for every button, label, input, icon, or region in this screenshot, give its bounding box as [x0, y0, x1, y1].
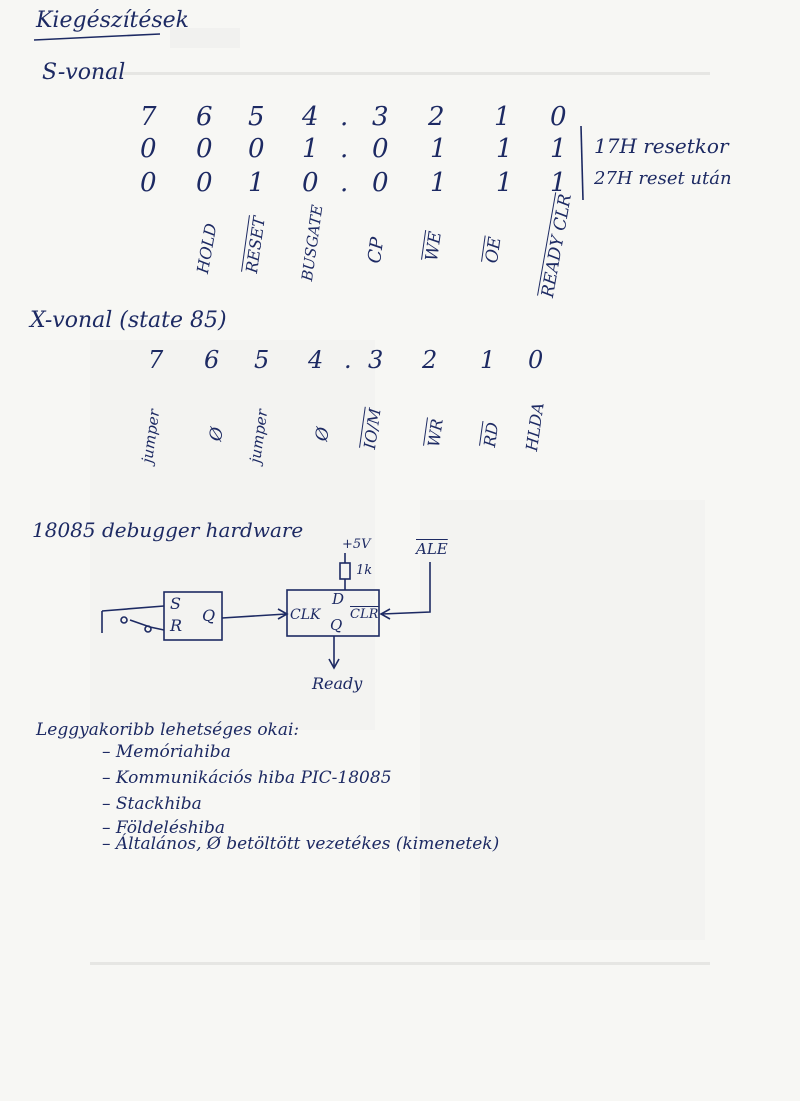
- x-signal-wr: $\overline{WR}$: [424, 417, 447, 449]
- s-bit-1: 1: [494, 102, 511, 132]
- s-signal-oe: $\overline{OE}$: [482, 235, 506, 265]
- x-signal-jumper-2: jumper: [246, 408, 272, 465]
- x-bit-0: 0: [528, 346, 544, 374]
- resistor-label: 1k: [356, 563, 373, 578]
- x-bit-7: 7: [148, 346, 164, 374]
- x-bit-dot: .: [344, 346, 352, 374]
- x-signal-zero-2: Ø: [312, 425, 334, 443]
- s-line-title: S-vonal: [42, 60, 126, 85]
- s-bit-7: 7: [140, 102, 157, 132]
- x-bit-5: 5: [254, 346, 270, 374]
- x-signal-rd: $\overline{RD}$: [480, 421, 503, 449]
- s-row2-bit-7: 0: [140, 168, 157, 198]
- s-bit-5: 5: [248, 102, 265, 132]
- ready-label: Ready: [312, 674, 363, 693]
- x-bit-4: 4: [308, 346, 324, 374]
- x-bit-3: 3: [368, 346, 384, 374]
- s-signal-cp: CP: [364, 236, 389, 265]
- s-signal-we: $\overline{WE}$: [422, 230, 446, 263]
- s-row1-note: 17H resetkor: [594, 134, 729, 158]
- s-row1-bit-4: 1: [302, 134, 319, 164]
- dff-input-clr: $\overline{CLR}$: [350, 607, 379, 622]
- s-row2-bit-2: 1: [430, 168, 447, 198]
- error-item: – Stackhiba: [102, 794, 202, 814]
- error-item: – Kommunikációs hiba PIC-18085: [102, 768, 392, 788]
- s-signal-busgate: BUSGATE: [298, 203, 327, 283]
- s-row1-dot: .: [340, 134, 349, 164]
- s-row2-bit-0: 1: [550, 168, 567, 198]
- s-bit-6: 6: [196, 102, 213, 132]
- x-signal-zero-1: Ø: [206, 425, 228, 443]
- s-bit-3: 3: [372, 102, 389, 132]
- s-signal-ready-clr: READY CLR: [538, 192, 576, 300]
- s-row2-bit-4: 0: [302, 168, 319, 198]
- x-line-title: X-vonal (state 85): [30, 308, 227, 333]
- sr-output-q: Q: [202, 606, 216, 625]
- dff-input-d: D: [332, 590, 345, 608]
- dff-input-clk: CLK: [290, 607, 321, 623]
- errors-title: Leggyakoribb lehetséges okai:: [36, 720, 300, 740]
- s-row1-bit-0: 1: [550, 134, 567, 164]
- s-bit-2: 2: [428, 102, 445, 132]
- x-signal-hlda: HLDA: [522, 401, 548, 453]
- sr-input-s: S: [170, 594, 181, 613]
- s-bit-dot: .: [340, 102, 349, 132]
- s-row1-bit-5: 0: [248, 134, 265, 164]
- error-item: – Földeléshiba: [102, 818, 226, 838]
- s-row1-bit-3: 0: [372, 134, 389, 164]
- x-bit-2: 2: [422, 346, 438, 374]
- ale-label: $\overline{ALE}$: [416, 540, 448, 558]
- x-signal-jumper-1: jumper: [138, 408, 164, 465]
- x-signal-io-m: IO/M: [360, 406, 385, 451]
- dff-output-q: Q: [330, 616, 343, 634]
- error-item: – Memóriahiba: [102, 742, 231, 762]
- debugger-title: 18085 debugger hardware: [32, 518, 304, 542]
- s-signal-reset: RESET: [242, 215, 269, 275]
- s-row2-bit-1: 1: [496, 168, 513, 198]
- x-bit-6: 6: [204, 346, 220, 374]
- s-bit-0: 0: [550, 102, 567, 132]
- x-bit-1: 1: [480, 346, 496, 374]
- s-row1-bit-6: 0: [196, 134, 213, 164]
- s-row1-bit-7: 0: [140, 134, 157, 164]
- s-row1-bit-1: 1: [496, 134, 513, 164]
- s-row1-bit-2: 1: [430, 134, 447, 164]
- page-heading: Kiegészítések: [36, 8, 190, 33]
- error-item: – Általános, Ø betöltött vezetékes (kimenetek): [102, 834, 500, 854]
- s-row2-note: 27H reset után: [594, 168, 732, 189]
- s-bit-4: 4: [302, 102, 319, 132]
- s-signal-hold: HOLD: [193, 221, 221, 275]
- sr-input-r: R: [170, 616, 183, 635]
- s-row2-bit-3: 0: [372, 168, 389, 198]
- s-row2-bit-5: 1: [248, 168, 265, 198]
- vcc-label: +5V: [342, 537, 371, 552]
- s-row2-dot: .: [340, 168, 349, 198]
- s-row2-bit-6: 0: [196, 168, 213, 198]
